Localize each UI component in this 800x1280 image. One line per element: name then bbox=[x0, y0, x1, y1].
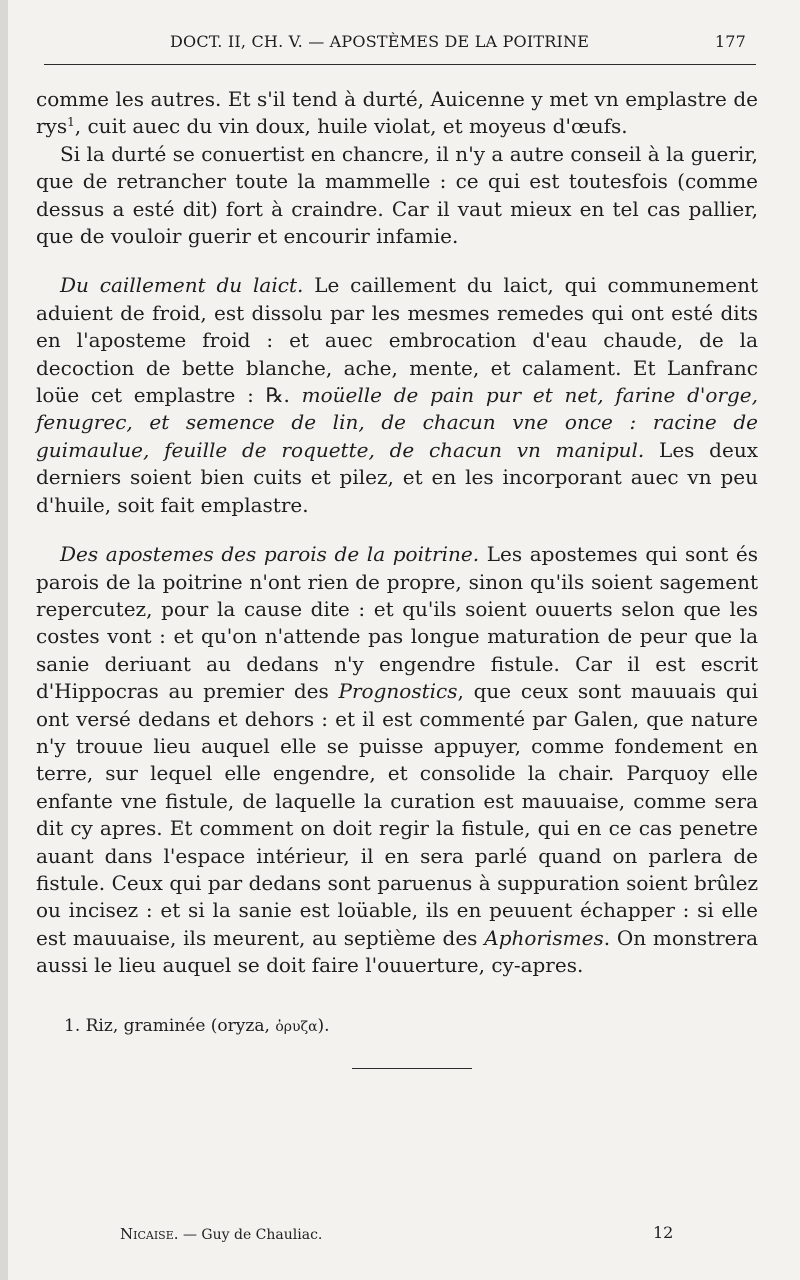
recipe: moüelle de pain pur et net, farine d'orge, fenugrec, et semence de lin, de chacun vne once : racine de guimaulue, feuille de roquette, de chacun vn manipul. bbox=[36, 383, 758, 462]
section-heading-parois: Des apostemes des parois de la poitrine. bbox=[60, 542, 480, 567]
paragraph-1: comme les autres. Et s'il tend à durté, Auicenne y met vn emplastre de rys$^1$, cuit auec du vin doux, huile violat, et moyeus d'œufs. bbox=[36, 87, 758, 139]
greek-word: ὀρυζα bbox=[275, 1019, 318, 1035]
section-heading-caillement: Du caillement du laict. bbox=[60, 273, 304, 298]
imprint bbox=[120, 1225, 322, 1243]
imprint-title: Guy de Chauliac. bbox=[201, 1227, 323, 1243]
running-title: DOCT. II, CH. V. — APOSTÈMES DE LA POITRINE bbox=[170, 32, 590, 51]
footnote: 1. Riz, graminée (oryza, ὀρυζα). bbox=[64, 1016, 330, 1036]
page bbox=[8, 0, 800, 1280]
paragraph-2: Si la durté se conuertist en chancre, il n'y a autre conseil à la guerir, que de retrancher toute la mammelle : ce qui est toutesfois (comme dessus a esté dit) fort à craindre. Car il vaut mieux en tel cas pallier, que de vouloir guerir et encourir infamie. bbox=[36, 141, 758, 249]
paragraph-4: Des apostemes des parois de la poitrine. Les apostemes qui sont és parois de la poitrine n'ont rien de propre, sinon qu'ils soient sagement repercutez, pour la cause dite : et qu'ils soient ouuerts selon que les costes vont : et qu'on n'attende pas longue maturation de peur que la sanie deriuant au dedans n'y engendre fistule. Car il est escrit d'Hippocras au premier des Prognostics, que ceux sont mauuais qui ont versé dedans et dehors : et il est commenté par Galen, que nature n'y trouue lieu auquel elle se puisse appuyer, comme fondement en terre, sur lequel elle engendre, et consolide la chair. Parquoy elle enfante vne fistule, de laquelle la curation est mauuaise, comme sera dit cy apres. Et comment on doit regir la fistule, qui en ce cas penetre auant dans l'espace intérieur, il en sera parlé quand on parlera de fistule. Ceux qui par dedans sont paruenus à suppuration soient brûlez ou incisez : et si la sanie est loüable, ils en peuuent échapper : si elle est mauuaise, ils meurent, au septième des Aphorismes. On monstrera aussi le lieu auquel se doit faire l'ouuerture, cy-apres. bbox=[36, 542, 759, 978]
footnote-ref: 1 bbox=[67, 115, 75, 130]
paragraph-3: Du caillement du laict. Le caillement du laict, qui communement aduient de froid, est dissolu par les mesmes remedes qui ont esté dits en l'aposteme froid : et auec embrocation d'eau chaude, de la decoction de bette blanche, ache, mente, et calament. Et Lanfranc loüe cet emplastre : ℞. moüelle de pain pur et net, farine d'orge, fenugrec, et semence de lin, de chacun vne once : racine de guimaulue, feuille de roquette, de chacun vn manipul. Les deux derniers soient bien cuits et pilez, et en les incorporant auec vn peu d'huile, soit fait emplastre. bbox=[36, 273, 758, 517]
running-header bbox=[44, 32, 756, 56]
header-rule bbox=[44, 64, 756, 65]
imprint-author: Nicaise. bbox=[120, 1225, 179, 1243]
imprint-dash: — bbox=[182, 1227, 197, 1243]
title-prognostics: Prognostics bbox=[338, 679, 458, 704]
signature-mark: 12 bbox=[653, 1223, 674, 1242]
body-text bbox=[36, 86, 758, 980]
title-aphorismes: Aphorismes bbox=[484, 925, 604, 950]
page-number: 177 bbox=[714, 32, 746, 51]
footnote-rule bbox=[352, 1068, 472, 1069]
recipe-mark: ℞. bbox=[265, 383, 290, 408]
